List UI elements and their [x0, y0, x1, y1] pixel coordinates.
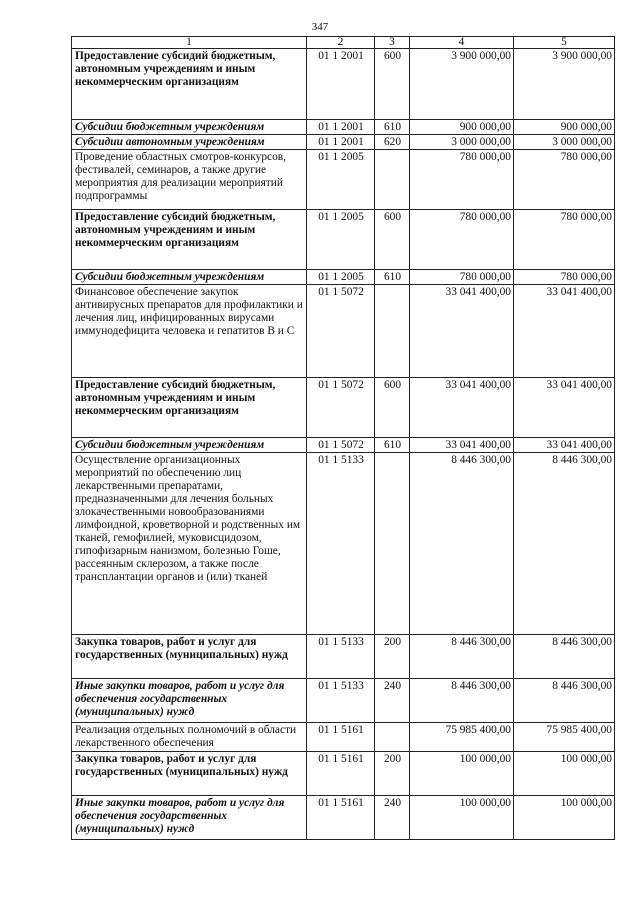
row-type-cell: 600: [375, 49, 410, 120]
table-row: [72, 723, 615, 752]
row-code-cell: 01 1 5161: [307, 752, 375, 796]
row-code-cell: 01 1 5133: [307, 679, 375, 723]
row-name-cell: Реализация отдельных полномочий в области лекарственного обеспечения: [72, 723, 307, 752]
table-row: [72, 796, 615, 840]
table-row: [72, 135, 615, 150]
row-amount-1-cell: 8 446 300,00: [410, 453, 514, 635]
column-header-type: 3: [375, 37, 410, 49]
row-type-cell: 610: [375, 120, 410, 135]
table-row: [72, 49, 615, 120]
table-row: [72, 270, 615, 285]
header-row: [72, 37, 615, 49]
row-amount-2-cell: 33 041 400,00: [514, 438, 615, 453]
row-amount-1-cell: 33 041 400,00: [410, 438, 514, 453]
row-code-cell: 01 1 5072: [307, 378, 375, 438]
table-row: [72, 285, 615, 378]
row-amount-1-cell: 3 000 000,00: [410, 135, 514, 150]
row-code-cell: 01 1 2005: [307, 150, 375, 210]
table-row: [72, 453, 615, 635]
row-amount-2-cell: 75 985 400,00: [514, 723, 615, 752]
table-row: [72, 120, 615, 135]
row-code-cell: 01 1 5161: [307, 796, 375, 840]
table-header: [72, 37, 615, 49]
row-name-cell: Закупка товаров, работ и услуг для государственных (муниципальных) нужд: [72, 752, 307, 796]
row-amount-2-cell: 8 446 300,00: [514, 679, 615, 723]
table-row: [72, 438, 615, 453]
row-amount-1-cell: 8 446 300,00: [410, 635, 514, 679]
row-amount-2-cell: 3 900 000,00: [514, 49, 615, 120]
row-amount-1-cell: 75 985 400,00: [410, 723, 514, 752]
row-amount-1-cell: 780 000,00: [410, 270, 514, 285]
row-amount-1-cell: 3 900 000,00: [410, 49, 514, 120]
column-header-code: 2: [307, 37, 375, 49]
row-name-cell: Предоставление субсидий бюджетным, автономным учреждениям и иным некоммерческим организациям: [72, 49, 307, 120]
row-type-cell: 600: [375, 210, 410, 270]
row-code-cell: 01 1 5133: [307, 635, 375, 679]
table-row: [72, 378, 615, 438]
row-amount-1-cell: 780 000,00: [410, 150, 514, 210]
row-code-cell: 01 1 2005: [307, 210, 375, 270]
table-row: [72, 635, 615, 679]
row-name-cell: Субсидии бюджетным учреждениям: [72, 270, 307, 285]
row-amount-2-cell: 780 000,00: [514, 270, 615, 285]
row-name-cell: Закупка товаров, работ и услуг для государственных (муниципальных) нужд: [72, 635, 307, 679]
row-type-cell: [375, 723, 410, 752]
row-type-cell: 620: [375, 135, 410, 150]
row-amount-1-cell: 100 000,00: [410, 752, 514, 796]
row-code-cell: 01 1 2005: [307, 270, 375, 285]
row-name-cell: Субсидии автономным учреждениям: [72, 135, 307, 150]
row-name-cell: Субсидии бюджетным учреждениям: [72, 120, 307, 135]
row-amount-2-cell: 8 446 300,00: [514, 453, 615, 635]
table-row: [72, 150, 615, 210]
row-amount-2-cell: 100 000,00: [514, 796, 615, 840]
row-code-cell: 01 1 2001: [307, 49, 375, 120]
row-amount-2-cell: 3 000 000,00: [514, 135, 615, 150]
row-code-cell: 01 1 5072: [307, 285, 375, 378]
column-header-amount-2: 5: [514, 37, 615, 49]
row-code-cell: 01 1 5133: [307, 453, 375, 635]
column-header-name: 1: [72, 37, 307, 49]
row-amount-2-cell: 33 041 400,00: [514, 378, 615, 438]
row-amount-2-cell: 900 000,00: [514, 120, 615, 135]
page-number: 347: [311, 21, 329, 33]
row-name-cell: Иные закупки товаров, работ и услуг для обеспечения государственных (муниципальных) нужд: [72, 796, 307, 840]
row-type-cell: 610: [375, 438, 410, 453]
row-code-cell: 01 1 2001: [307, 135, 375, 150]
row-amount-1-cell: 33 041 400,00: [410, 378, 514, 438]
row-name-cell: Предоставление субсидий бюджетным, автономным учреждениям и иным некоммерческим организациям: [72, 210, 307, 270]
row-code-cell: 01 1 5161: [307, 723, 375, 752]
table-row: [72, 210, 615, 270]
row-type-cell: [375, 150, 410, 210]
row-name-cell: Предоставление субсидий бюджетным, автономным учреждениям и иным некоммерческим организациям: [72, 378, 307, 438]
row-amount-2-cell: 780 000,00: [514, 210, 615, 270]
row-name-cell: Проведение областных смотров-конкурсов, фестивалей, семинаров, а также другие мероприятия для реализации мероприятий подпрограммы: [72, 150, 307, 210]
row-type-cell: [375, 453, 410, 635]
row-type-cell: [375, 285, 410, 378]
table-row: [72, 679, 615, 723]
row-amount-1-cell: 100 000,00: [410, 796, 514, 840]
row-type-cell: 200: [375, 635, 410, 679]
row-type-cell: 600: [375, 378, 410, 438]
row-amount-2-cell: 100 000,00: [514, 752, 615, 796]
row-type-cell: 610: [375, 270, 410, 285]
row-code-cell: 01 1 2001: [307, 120, 375, 135]
budget-table: [71, 36, 615, 840]
row-amount-1-cell: 33 041 400,00: [410, 285, 514, 378]
row-type-cell: 240: [375, 679, 410, 723]
row-name-cell: Осуществление организационных мероприятий по обеспечению лиц лекарственными препаратами, предназначенными для лечения больных злокачественными новообразованиями лимфоидной, кроветворной и родственных им тканей, гемофилией, муковисцидозом, гипофизарным нанизмом, болезнью Гоше, рассеянным склерозом, а также после трансплантации органов и (или) тканей: [72, 453, 307, 635]
row-name-cell: Финансовое обеспечение закупок антивирусных препаратов для профилактики и лечения лиц, инфицированных вирусами иммунодефицита человека и гепатитов В и С: [72, 285, 307, 378]
row-code-cell: 01 1 5072: [307, 438, 375, 453]
row-amount-2-cell: 780 000,00: [514, 150, 615, 210]
row-name-cell: Иные закупки товаров, работ и услуг для обеспечения государственных (муниципальных) нужд: [72, 679, 307, 723]
row-name-cell: Субсидии бюджетным учреждениям: [72, 438, 307, 453]
row-amount-1-cell: 900 000,00: [410, 120, 514, 135]
row-amount-2-cell: 8 446 300,00: [514, 635, 615, 679]
row-type-cell: 200: [375, 752, 410, 796]
table-row: [72, 752, 615, 796]
row-amount-1-cell: 780 000,00: [410, 210, 514, 270]
row-amount-2-cell: 33 041 400,00: [514, 285, 615, 378]
row-type-cell: 240: [375, 796, 410, 840]
table-body: [72, 49, 615, 840]
column-header-amount-1: 4: [410, 37, 514, 49]
row-amount-1-cell: 8 446 300,00: [410, 679, 514, 723]
